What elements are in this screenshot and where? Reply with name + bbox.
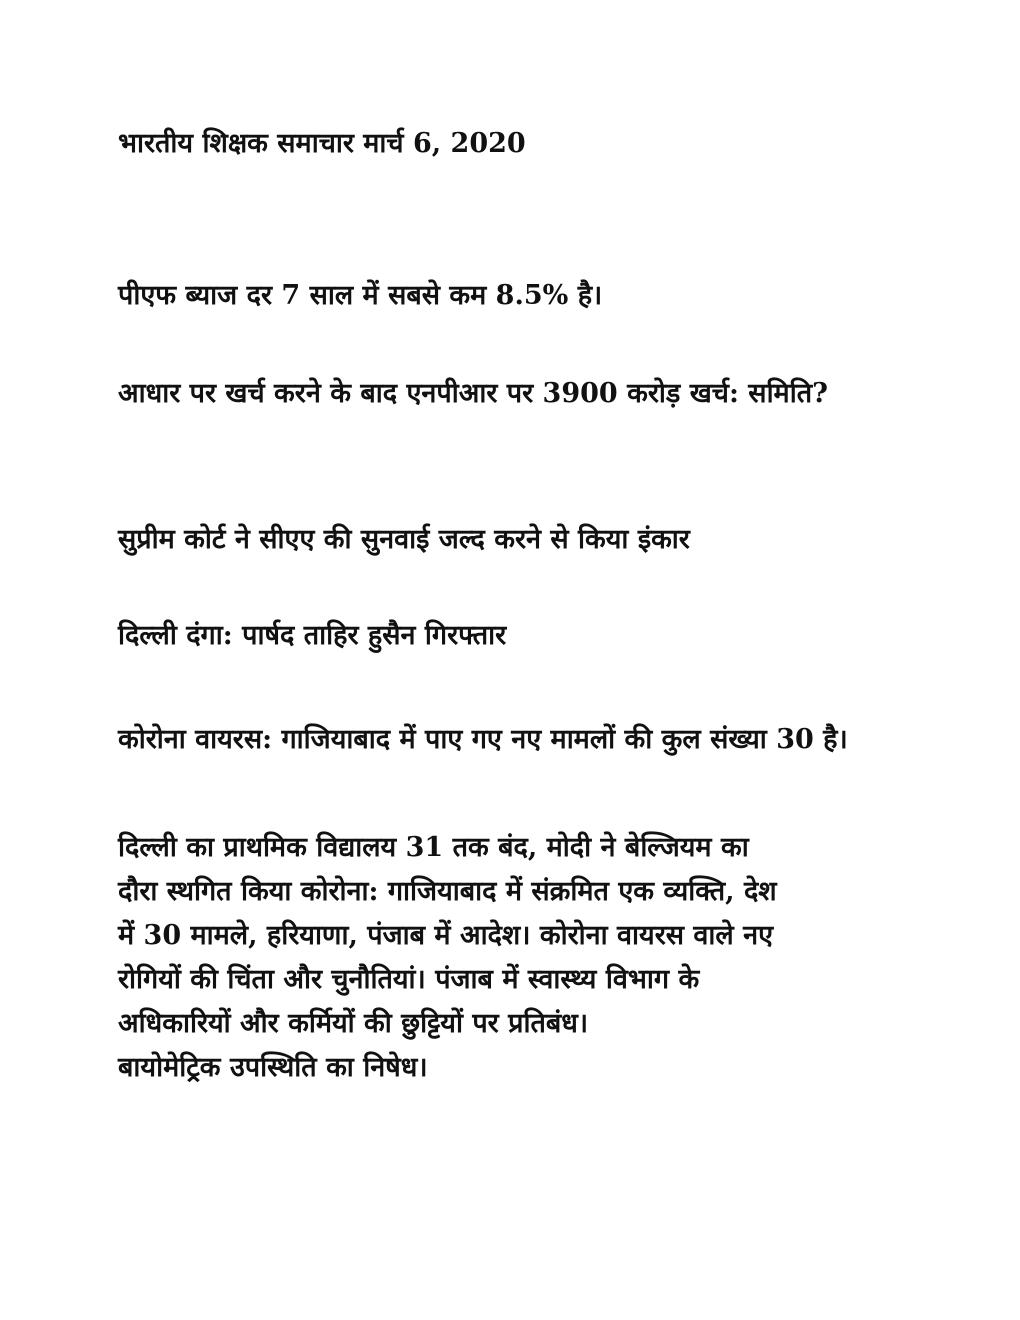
headline-delhi-riot: दिल्ली दंगा: पार्षद ताहिर हुसैन गिरफ्तार [118, 620, 507, 651]
body-line: अधिकारियों और कर्मियों की छुट्टियों पर प्रतिबंध। [118, 1008, 589, 1039]
body-line: बायोमेट्रिक उपस्थिति का निषेध। [118, 1052, 428, 1083]
headline-supreme-court-caa: सुप्रीम कोर्ट ने सीएए की सुनवाई जल्द करने से किया इंकार [118, 524, 690, 555]
body-line: में 30 मामले, हरियाणा, पंजाब में आदेश। कोरोना वायरस वाले नए [118, 920, 774, 951]
body-line: दौरा स्थगित किया कोरोना: गाजियाबाद में संक्रमित एक व्यक्ति, देश [118, 876, 777, 907]
headline-pf-interest: पीएफ ब्याज दर 7 साल में सबसे कम 8.5% है। [118, 280, 603, 311]
news-body-paragraph [118, 826, 918, 1090]
body-line: दिल्ली का प्राथमिक विद्यालय 31 तक बंद, मोदी ने बेल्जियम का [118, 832, 749, 863]
document-title: भारतीय शिक्षक समाचार मार्च 6, 2020 [118, 128, 526, 159]
headline-corona-ghaziabad: कोरोना वायरस: गाजियाबाद में पाए गए नए मामलों की कुल संख्या 30 है। [118, 724, 848, 755]
body-line: रोगियों की चिंता और चुनौतियां। पंजाब में स्वास्थ्य विभाग के [118, 964, 700, 995]
headline-npr-expense: आधार पर खर्च करने के बाद एनपीआर पर 3900 करोड़ खर्च: समिति? [118, 378, 828, 409]
